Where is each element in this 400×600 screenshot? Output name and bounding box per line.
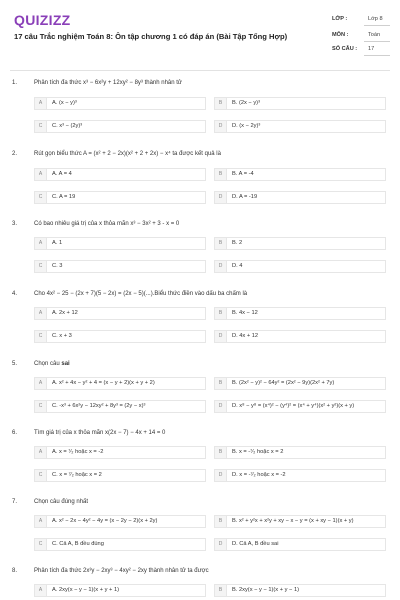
- question-number: 1.: [12, 80, 18, 86]
- option-d[interactable]: [214, 120, 386, 133]
- option-text: A. (x − y)³: [52, 100, 77, 106]
- option-text: C. Cả A, B đều đúng: [52, 541, 104, 547]
- option-letter: D: [215, 331, 227, 342]
- option-letter: D: [215, 261, 227, 272]
- option-b[interactable]: [214, 377, 386, 390]
- option-c[interactable]: [34, 191, 206, 204]
- option-text: B. x = -⁷⁄₂ hoặc x = 2: [232, 449, 284, 455]
- option-text: B. x² + y²x + x²y + xy − x − y = (x + xy − 1)(x + y): [232, 518, 354, 524]
- option-c[interactable]: [34, 120, 206, 133]
- option-text: D. Cả A, B đều sai: [232, 541, 279, 547]
- option-letter: C: [35, 331, 47, 342]
- option-text: B. A = -4: [232, 171, 254, 177]
- option-text: D. A = -19: [232, 194, 258, 200]
- option-a[interactable]: [34, 515, 206, 528]
- option-c[interactable]: [34, 330, 206, 343]
- option-d[interactable]: [214, 400, 386, 413]
- option-d[interactable]: [214, 260, 386, 273]
- option-text: A. x² + 4x − y² + 4 = (x − y + 2)(x + y + 2): [52, 380, 155, 386]
- option-text: D. 4: [232, 263, 243, 269]
- option-text: A. A = 4: [52, 171, 72, 177]
- option-letter: C: [35, 470, 47, 481]
- meta-question-count: [332, 44, 390, 56]
- option-letter: A: [35, 238, 47, 249]
- option-b[interactable]: [214, 97, 386, 110]
- meta-count-value: 17: [368, 46, 375, 52]
- option-letter: C: [35, 261, 47, 272]
- question-text: Chọn câu đúng nhất: [34, 499, 89, 505]
- question-number: 6.: [12, 430, 18, 436]
- option-text: D. 4x + 12: [232, 333, 259, 339]
- option-text: B. 4x − 12: [232, 310, 258, 316]
- question-number: 8.: [12, 568, 18, 574]
- question-number: 3.: [12, 221, 18, 227]
- question-text: Tìm giá trị của x thỏa mãn x(2x − 7) − 4x + 14 = 0: [34, 430, 166, 436]
- option-letter: A: [35, 585, 47, 596]
- option-text: C. x + 3: [52, 333, 72, 339]
- question-number: 7.: [12, 499, 18, 505]
- option-text: C. x³ − (2y)³: [52, 123, 83, 129]
- option-letter: A: [35, 98, 47, 109]
- question-number: 4.: [12, 291, 18, 297]
- question-number: 5.: [12, 361, 18, 367]
- option-c[interactable]: [34, 469, 206, 482]
- option-a[interactable]: [34, 168, 206, 181]
- worksheet-title: 17 câu Trắc nghiệm Toán 8: Ôn tập chương 1 có đáp án (Bài Tập Tổng Hợp): [14, 32, 288, 41]
- option-text: D. x⁸ − y⁸ = (x⁴)² − (y⁴)² = (x⁴ + y⁴)(x² + y²)(x + y): [232, 403, 355, 409]
- option-letter: B: [215, 447, 227, 458]
- option-text: B. (2x² − y)² − 64y² = (2x² − 9y)(2x² + 7y): [232, 380, 335, 386]
- option-letter: A: [35, 169, 47, 180]
- option-b[interactable]: [214, 168, 386, 181]
- option-letter: B: [215, 516, 227, 527]
- option-text: C. -x³ + 6x²y − 12xy² + 8y³ = (2y − x)³: [52, 403, 146, 409]
- question-number: 2.: [12, 151, 18, 157]
- option-text: C. A = 19: [52, 194, 76, 200]
- option-text: D. (x − 2y)³: [232, 123, 261, 129]
- question-text: Có bao nhiêu giá trị của x thỏa mãn x³ − 3x² + 3 - x = 0: [34, 221, 180, 227]
- option-text: B. 2: [232, 240, 243, 246]
- option-d[interactable]: [214, 191, 386, 204]
- option-text: D. x = -⁷⁄₂ hoặc x = -2: [232, 472, 286, 478]
- option-d[interactable]: [214, 469, 386, 482]
- question-text: Phân tích đa thức x³ − 6x²y + 12xy² − 8y³ thành nhân tử: [34, 80, 182, 86]
- option-letter: D: [215, 401, 227, 412]
- option-c[interactable]: [34, 538, 206, 551]
- option-d[interactable]: [214, 330, 386, 343]
- question-text-emphasis: sai: [61, 361, 70, 367]
- option-letter: A: [35, 308, 47, 319]
- option-text: A. 2xy(x − y − 1)(x + y + 1): [52, 587, 120, 593]
- option-letter: D: [215, 470, 227, 481]
- option-a[interactable]: [34, 377, 206, 390]
- option-letter: C: [35, 192, 47, 203]
- worksheet-header: [0, 0, 400, 64]
- question-text-prefix: Chọn câu: [34, 361, 62, 367]
- option-letter: D: [215, 192, 227, 203]
- option-b[interactable]: [214, 446, 386, 459]
- option-b[interactable]: [214, 584, 386, 597]
- option-letter: A: [35, 516, 47, 527]
- option-a[interactable]: [34, 97, 206, 110]
- option-letter: B: [215, 98, 227, 109]
- meta-subject-label: MÔN :: [332, 32, 349, 38]
- option-text: B. 2xy(x − y − 1)(x + y − 1): [232, 587, 300, 593]
- option-c[interactable]: [34, 260, 206, 273]
- option-letter: B: [215, 169, 227, 180]
- option-text: B. (2x − y)³: [232, 100, 260, 106]
- meta-class: [332, 14, 390, 26]
- option-letter: C: [35, 401, 47, 412]
- option-a[interactable]: [34, 446, 206, 459]
- option-a[interactable]: [34, 237, 206, 250]
- question-text: Rút gọn biểu thức A = (x² + 2 − 2x)(x² + 2 + 2x) − x⁴ ta được kết quả là: [34, 151, 221, 157]
- meta-class-label: LỚP :: [332, 16, 348, 22]
- meta-count-label: SỐ CÂU :: [332, 46, 358, 52]
- meta-subject-value: Toán: [368, 32, 381, 38]
- option-text: A. x = ⁷⁄₂ hoặc x = -2: [52, 449, 104, 455]
- question-text: Cho 4x² − 25 − (2x + 7)(5 − 2x) = (2x − 5)(...).Biểu thức điền vào dấu ba chấm là: [34, 291, 248, 297]
- option-c[interactable]: [34, 400, 206, 413]
- option-text: C. 3: [52, 263, 63, 269]
- option-letter: A: [35, 378, 47, 389]
- option-text: A. 2x + 12: [52, 310, 78, 316]
- option-text: A. 1: [52, 240, 63, 246]
- option-letter: B: [215, 585, 227, 596]
- meta-subject: [332, 30, 390, 42]
- option-text: A. x² − 2x − 4y² − 4y = (x − 2y − 2)(x + 2y): [52, 518, 158, 524]
- option-letter: A: [35, 447, 47, 458]
- option-b[interactable]: [214, 237, 386, 250]
- option-letter: C: [35, 539, 47, 550]
- option-letter: B: [215, 308, 227, 319]
- option-letter: B: [215, 378, 227, 389]
- option-text: C. x = ⁷⁄₂ hoặc x = 2: [52, 472, 102, 478]
- quizizz-logo: QUIZIZZ: [14, 12, 71, 28]
- option-a[interactable]: [34, 307, 206, 320]
- option-letter: D: [215, 121, 227, 132]
- header-divider: [10, 70, 390, 71]
- option-letter: B: [215, 238, 227, 249]
- option-a[interactable]: [34, 584, 206, 597]
- option-letter: C: [35, 121, 47, 132]
- option-b[interactable]: [214, 515, 386, 528]
- option-b[interactable]: [214, 307, 386, 320]
- meta-class-value: Lớp 8: [368, 16, 383, 22]
- question-text: [34, 361, 384, 367]
- option-d[interactable]: [214, 538, 386, 551]
- option-letter: D: [215, 539, 227, 550]
- question-text: Phân tích đa thức 2x³y − 2xy³ − 4xy² − 2xy thành nhân tử ta được: [34, 568, 209, 574]
